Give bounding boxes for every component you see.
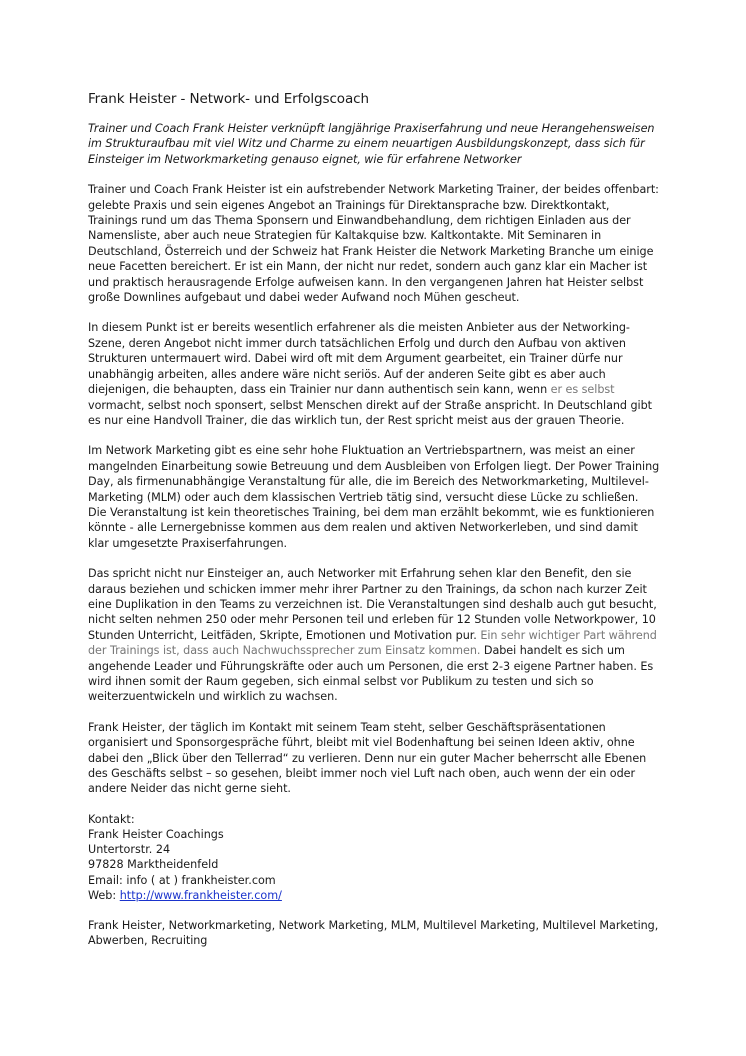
keywords-line: Frank Heister, Networkmarketing, Network Marketing, MLM, Multilevel Marketing, Multilevel Marketing, Abwerben, Recruiting: [88, 919, 659, 948]
paragraph-power-training-day: Im Network Marketing gibt es eine sehr hohe Fluktuation an Vertriebspartnern, was meist an einer mangelnden Einarbeitung sowie Betreuung und dem Ausbleiben von Erfolgen liegt. Der Power Training Day, als firmenunabhängige Veranstaltung für alle, die im Bereich des Networkmarketing, Multilevel-Marketing (MLM) oder auch dem klassischen Vertrieb tätig sind, versucht diese Lücke zu schließen. Die Veranstaltung ist kein theoretisches Training, bei dem man erzählt bekommt, wie es funktionieren könnte - alle Lernergebnisse kommen aus dem realen und aktiven Networkerleben, und sind damit klar umgesetzte Praxiserfahrungen.: [88, 444, 660, 550]
document-page: [88, 90, 660, 949]
contact-email: Email: info ( at ) frankheister.com: [88, 873, 276, 887]
paragraph-daily-contact: Frank Heister, der täglich im Kontakt mit seinem Team steht, selber Geschäftspräsentationen organisiert und Sponsorgespräche führt, bleibt mit viel Bodenhaftung bei seinen Ideen aktiv, ohne dabei den „Blick über den Tellerrad“ zu verlieren. Denn nur ein guter Macher beherrscht alle Ebenen des Geschäfts selbst – so gesehen, bleibt immer noch viel Luft nach oben, auch wenn der ein oder andere Neider das nicht gerne sieht.: [88, 720, 647, 796]
contact-street: Untertorstr. 24: [88, 843, 171, 857]
paragraph-experience: [88, 320, 660, 428]
lead-paragraph: Trainer und Coach Frank Heister verknüpft langjährige Praxiserfahrung und neue Herangehensweisen im Strukturaufbau mit viel Witz und Charme zu einem neuartigen Ausbildungskonzept, dass sich für Einsteiger im Networkmarketing genauso eignet, wie für erfahrene Networker: [88, 122, 655, 166]
paragraph-benefit-part-2: Dabei handelt es sich um angehende Leader und Führungskräfte oder auch um Personen, die erst 2-3 eigene Partner haben. Es wird ihnen somit der Raum gegeben, sich einmal selbst vor Publikum zu testen und sich so weiterzuentwickeln und wirklich zu wachsen.: [88, 644, 654, 704]
website-link[interactable]: http://www.frankheister.com/: [119, 888, 282, 902]
contact-block: [88, 812, 660, 903]
contact-web: [88, 888, 660, 903]
paragraph-experience-part-1: In diesem Punkt ist er bereits wesentlich erfahrener als die meisten Anbieter aus der Networking-Szene, deren Angebot nicht immer durch tatsächlichen Erfolg und durch den Aufbau von aktiven Strukturen untermauert wird. Dabei wird oft mit dem Argument gearbeitet, ein Trainer dürfe nur unabhängig arbeiten, alles andere wäre nicht seriös. Auf der anderen Seite gibt es aber auch diejenigen, die behaupten, dass ein Trainier nur dann authentisch sein kann, wenn: [88, 321, 630, 397]
paragraph-benefit-part-1: Das spricht nicht nur Einsteiger an, auch Networker mit Erfahrung sehen klar den Benefit, den sie daraus beziehen und schicken immer mehr ihrer Partner zu den Trainings, da schon nach kurzer Zeit eine Duplikation in den Teams zu verzeichnen ist. Die Veranstaltungen sind deshalb auch gut besucht, nicht selten nehmen 250 oder mehr Personen teil und erleben für 12 Stunden volle Networkpower, 10 Stunden Unterricht, Leitfäden, Skripte, Emotionen und Motivation pur.: [88, 567, 657, 642]
paragraph-experience-part-2: vormacht, selbst noch sponsert, selbst Menschen direkt auf der Straße anspricht. In Deutschland gibt es nur eine Handvoll Trainer, die das wirklich tun, der Rest spricht meist aus der grauen Theorie.: [88, 398, 652, 427]
contact-web-label: Web:: [88, 888, 120, 902]
contact-company: Frank Heister Coachings: [88, 828, 224, 842]
paragraph-experience-muted-text: er es selbst: [550, 383, 615, 397]
document-title: Frank Heister - Network- und Erfolgscoach: [88, 91, 369, 107]
paragraph-benefit: [88, 566, 660, 705]
contact-heading: Kontakt:: [88, 812, 135, 826]
paragraph-intro: Trainer und Coach Frank Heister ist ein aufstrebender Network Marketing Trainer, der beides offenbart: gelebte Praxis und sein eigenes Angebot an Trainings für Direktansprache bzw. Direktkontakt, Trainings rund um das Thema Sponsern und Einwandbehandlung, dem richtigen Einladen aus der Namensliste, aber auch neue Strategien für Kaltakquise bzw. Kaltkontakte. Mit Seminaren in Deutschland, Österreich und der Schweiz hat Frank Heister die Network Marketing Branche um einige neue Facetten bereichert. Er ist ein Mann, der nicht nur redet, sondern auch ganz klar ein Macher ist und praktisch herausragende Erfolge aufweisen kann. In den vergangenen Jahren hat Heister selbst große Downlines aufgebaut und dabei weder Aufwand noch Mühen gescheut.: [88, 183, 659, 305]
contact-city: 97828 Marktheidenfeld: [88, 858, 219, 872]
paragraph-benefit-muted-text: Ein sehr wichtiger Part während der Trainings ist, dass auch Nachwuchssprecher zum Einsatz kommen.: [88, 628, 657, 658]
